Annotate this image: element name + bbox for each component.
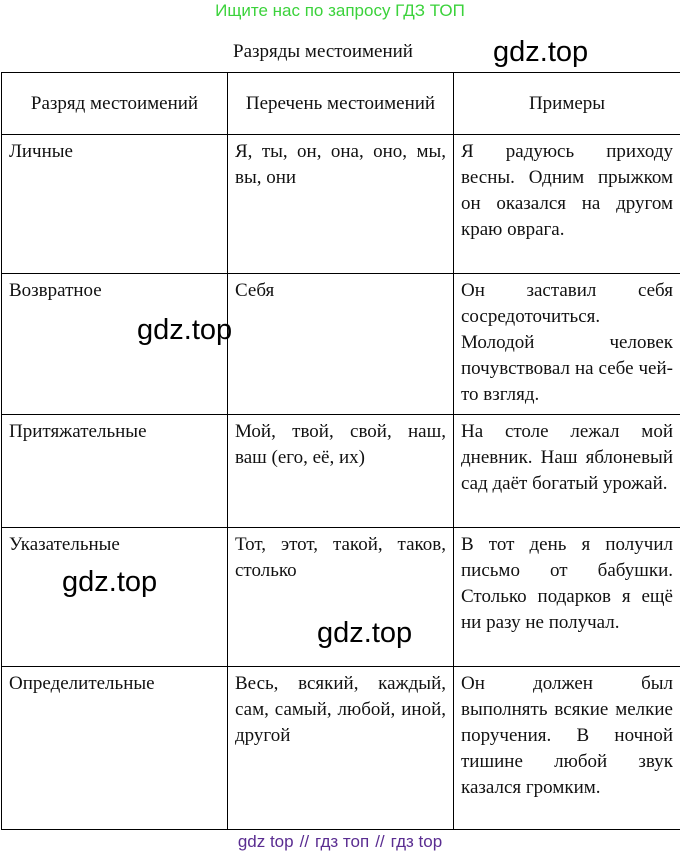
examples-cell: Он заставил себя сосредоточиться. Молодой человек почувствовал на себе чей-то взгляд.	[454, 274, 680, 415]
category-cell: Личные	[2, 135, 228, 274]
footer-link[interactable]: гдз top	[390, 832, 443, 851]
list-cell: Себя	[228, 274, 454, 415]
footer-link[interactable]: gdz top	[237, 832, 294, 851]
watermark: gdz.top	[137, 314, 233, 346]
header-examples: Примеры	[454, 73, 680, 135]
footer-links	[0, 832, 680, 852]
table-row	[2, 415, 680, 528]
list-cell: Весь, всякий, каждый, сам, самый, любой, иной, другой	[228, 667, 454, 830]
examples-cell: Я радуюсь приходу весны. Одним прыжком он оказался на другом краю оврага.	[454, 135, 680, 274]
watermark: gdz.top	[62, 566, 158, 598]
header-category: Разряд местоимений	[2, 73, 228, 135]
pronoun-categories-table	[1, 72, 680, 830]
list-cell: Тот, этот, такой, таков, столько	[228, 528, 454, 667]
table-title: Разряды местоимений	[233, 41, 413, 62]
category-cell: Возвратное	[2, 274, 228, 415]
examples-cell: На столе лежал мой дневник. Наш яблоневый сад даёт богатый урожай.	[454, 415, 680, 528]
footer-link[interactable]: гдз топ	[315, 832, 370, 851]
list-cell: Я, ты, он, она, оно, мы, вы, они	[228, 135, 454, 274]
footer-separator: //	[375, 832, 385, 851]
table-row	[2, 667, 680, 830]
footer-separator: //	[299, 832, 310, 851]
table-row	[2, 274, 680, 415]
header-row	[2, 73, 680, 135]
examples-cell: В тот день я получил письмо от бабушки. Столько подарков я ещё ни разу не получал.	[454, 528, 680, 667]
examples-cell: Он должен был выполнять всякие мелкие поручения. В ночной тишине любой звук казался громким.	[454, 667, 680, 830]
header-list: Перечень местоимений	[228, 73, 454, 135]
category-cell: Определительные	[2, 667, 228, 830]
watermark: gdz.top	[317, 617, 413, 649]
search-banner: Ищите нас по запросу ГДЗ ТОП	[215, 1, 465, 20]
table-row	[2, 135, 680, 274]
category-cell: Притяжательные	[2, 415, 228, 528]
watermark: gdz.top	[493, 36, 589, 68]
category-cell: Указательные	[2, 528, 228, 667]
list-cell: Мой, твой, свой, наш, ваш (его, её, их)	[228, 415, 454, 528]
